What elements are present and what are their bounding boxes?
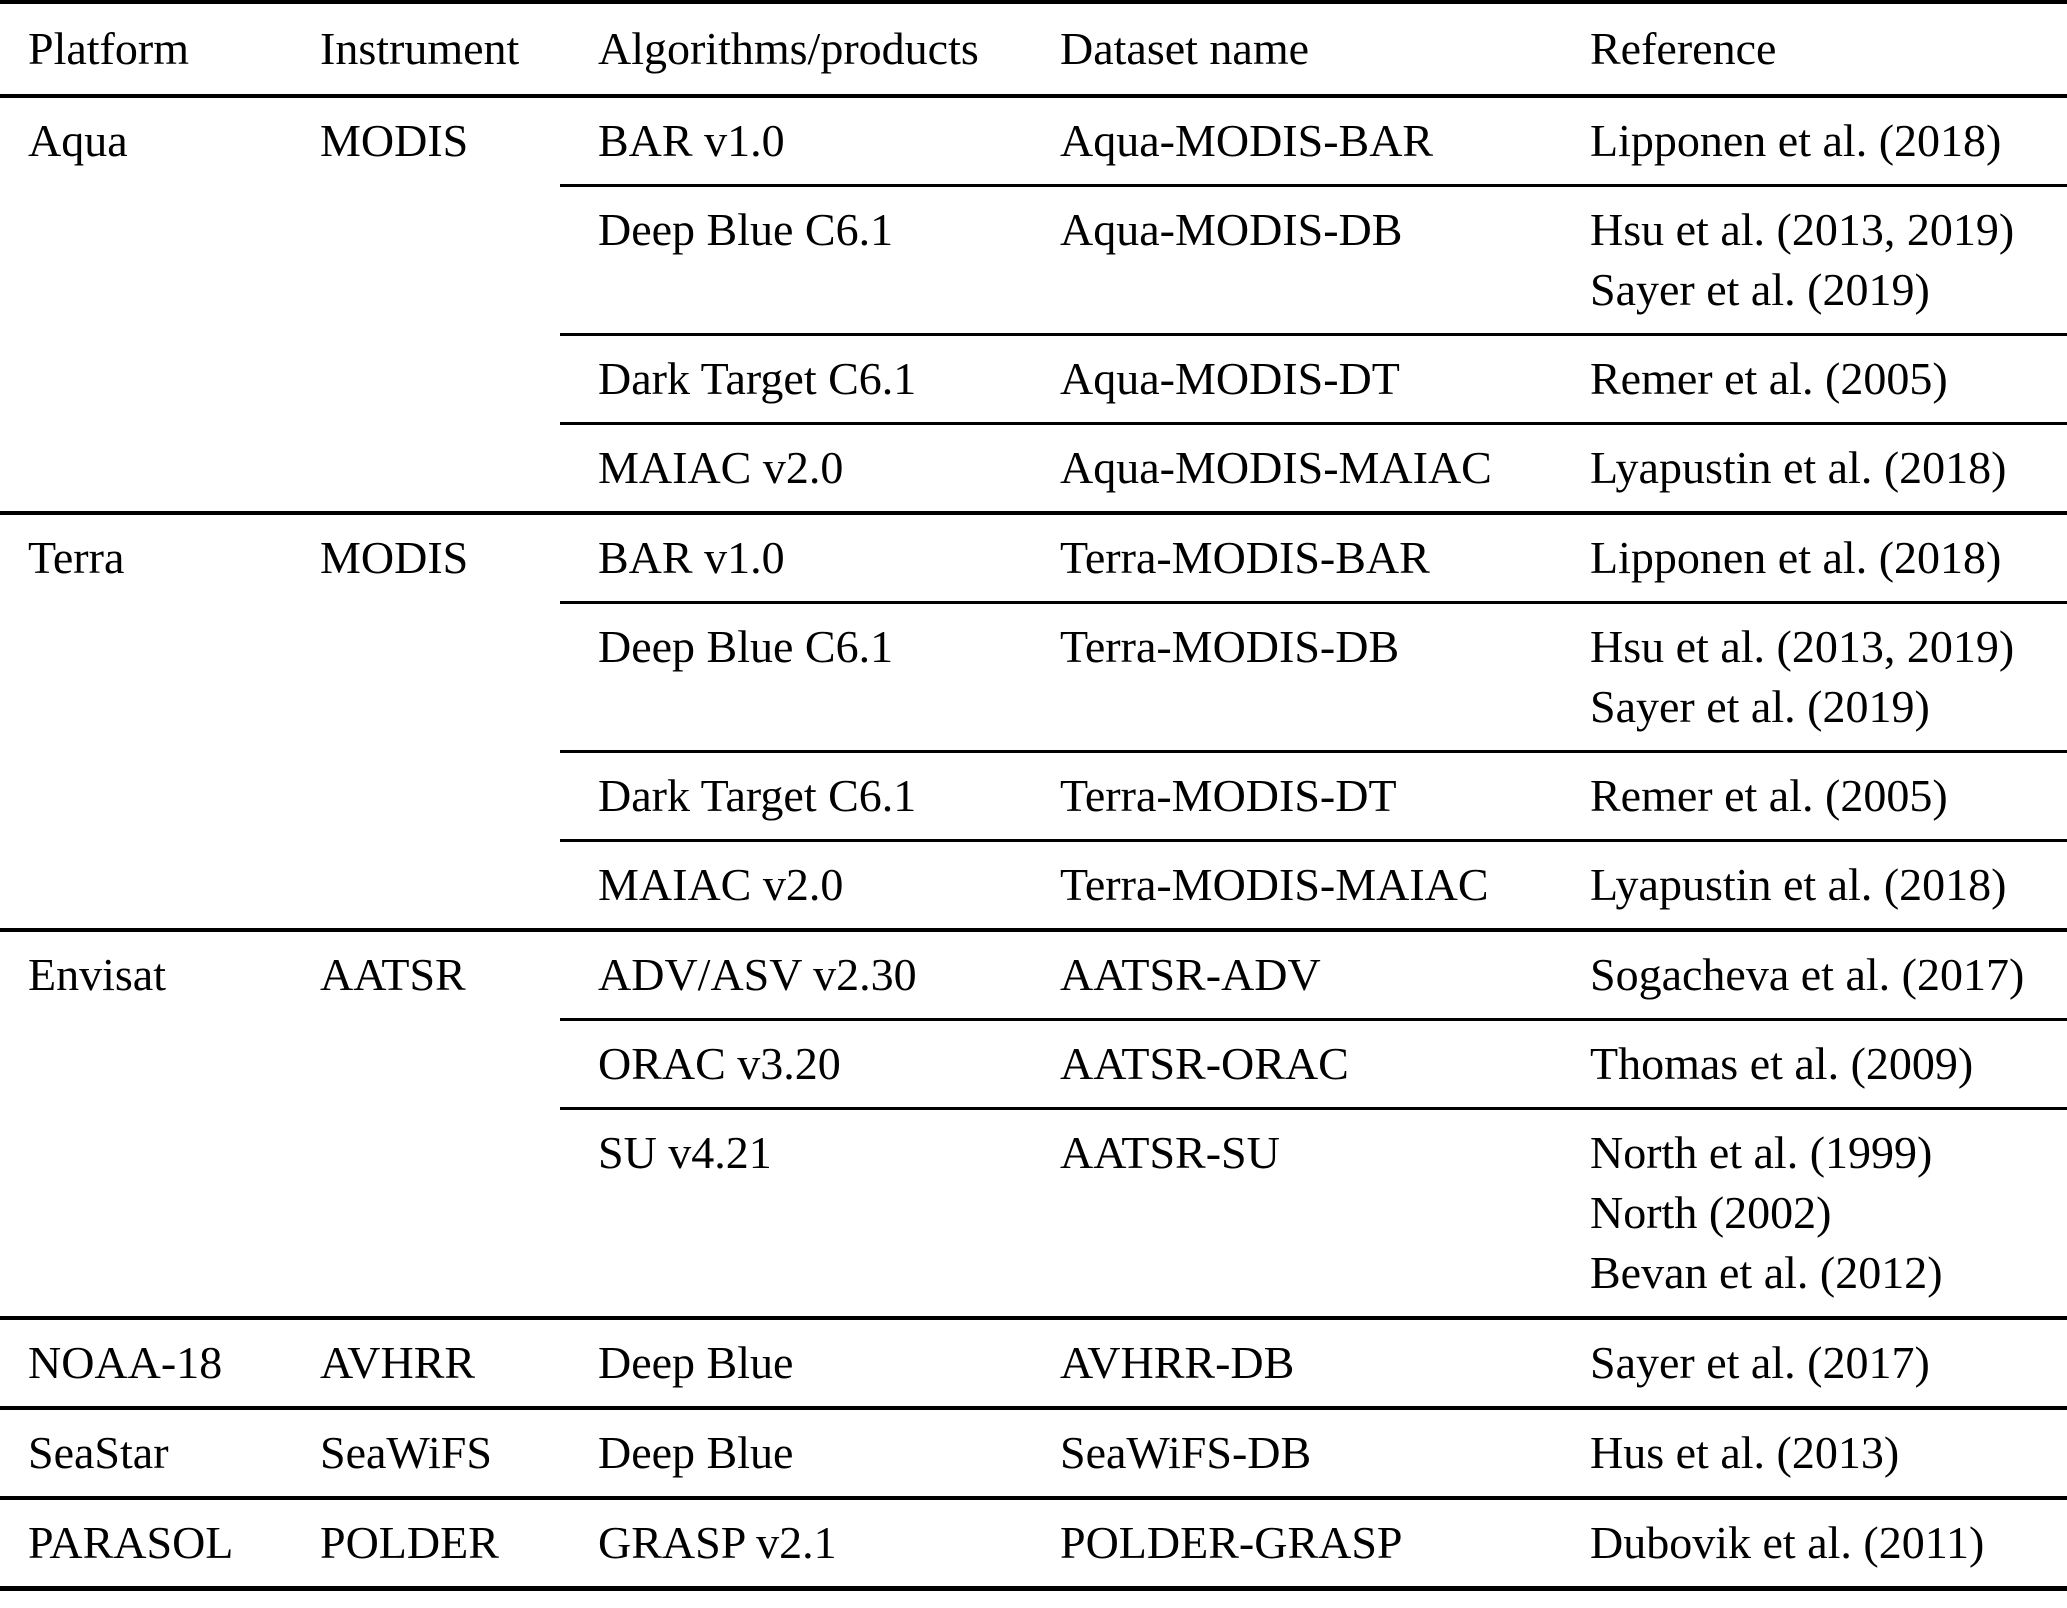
dataset-cell: POLDER-GRASP — [1030, 1498, 1560, 1589]
algorithm-cell: Dark Target C6.1 — [560, 335, 1030, 424]
dataset-cell: Aqua-MODIS-DB — [1030, 186, 1560, 335]
dataset-cell: Terra-MODIS-BAR — [1030, 513, 1560, 603]
reference-line: Hsu et al. (2013, 2019) — [1590, 621, 2015, 672]
platform-cell: SeaStar — [0, 1408, 290, 1498]
dataset-cell: AATSR-SU — [1030, 1109, 1560, 1319]
dataset-cell: Aqua-MODIS-MAIAC — [1030, 424, 1560, 514]
dataset-cell: AATSR-ADV — [1030, 930, 1560, 1020]
algorithm-cell: ORAC v3.20 — [560, 1020, 1030, 1109]
algorithm-cell: Deep Blue C6.1 — [560, 603, 1030, 752]
reference-cell — [1560, 841, 2067, 931]
table-row — [0, 96, 2067, 186]
algorithm-cell: Deep Blue C6.1 — [560, 186, 1030, 335]
reference-line: North (2002) — [1590, 1187, 1832, 1238]
reference-line: Lyapustin et al. (2018) — [1590, 859, 2007, 910]
column-header-platform: Platform — [0, 2, 290, 96]
reference-line: Sayer et al. (2019) — [1590, 681, 1930, 732]
instrument-cell: MODIS — [290, 96, 560, 513]
table-row — [0, 1408, 2067, 1498]
algorithm-cell: MAIAC v2.0 — [560, 424, 1030, 514]
column-header-algorithms: Algorithms/products — [560, 2, 1030, 96]
instrument-cell: SeaWiFS — [290, 1408, 560, 1498]
platform-cell: Terra — [0, 513, 290, 930]
reference-line: Lyapustin et al. (2018) — [1590, 442, 2007, 493]
reference-cell — [1560, 513, 2067, 603]
reference-cell — [1560, 752, 2067, 841]
dataset-cell: Terra-MODIS-DB — [1030, 603, 1560, 752]
table-row — [0, 1318, 2067, 1408]
reference-line: Sayer et al. (2017) — [1590, 1337, 1930, 1388]
reference-line: Hus et al. (2013) — [1590, 1427, 1900, 1478]
platform-cell: NOAA-18 — [0, 1318, 290, 1408]
reference-line: Dubovik et al. (2011) — [1590, 1517, 1985, 1568]
platform-cell: Aqua — [0, 96, 290, 513]
dataset-cell: Aqua-MODIS-DT — [1030, 335, 1560, 424]
dataset-cell: Terra-MODIS-DT — [1030, 752, 1560, 841]
algorithm-cell: BAR v1.0 — [560, 96, 1030, 186]
dataset-cell: AATSR-ORAC — [1030, 1020, 1560, 1109]
reference-line: Lipponen et al. (2018) — [1590, 532, 2002, 583]
table-row — [0, 930, 2067, 1020]
reference-cell — [1560, 186, 2067, 335]
algorithm-cell: ADV/ASV v2.30 — [560, 930, 1030, 1020]
column-header-reference: Reference — [1560, 2, 2067, 96]
dataset-cell: SeaWiFS-DB — [1030, 1408, 1560, 1498]
algorithm-cell: SU v4.21 — [560, 1109, 1030, 1319]
reference-line: Remer et al. (2005) — [1590, 770, 1948, 821]
reference-line: North et al. (1999) — [1590, 1127, 1933, 1178]
reference-cell — [1560, 1498, 2067, 1589]
algorithm-cell: Deep Blue — [560, 1318, 1030, 1408]
algorithm-cell: Dark Target C6.1 — [560, 752, 1030, 841]
reference-line: Remer et al. (2005) — [1590, 353, 1948, 404]
instrument-cell: AATSR — [290, 930, 560, 1318]
table-row — [0, 513, 2067, 603]
dataset-cell: Terra-MODIS-MAIAC — [1030, 841, 1560, 931]
reference-line: Thomas et al. (2009) — [1590, 1038, 1974, 1089]
reference-line: Lipponen et al. (2018) — [1590, 115, 2002, 166]
reference-cell — [1560, 96, 2067, 186]
reference-cell — [1560, 930, 2067, 1020]
reference-cell — [1560, 1020, 2067, 1109]
dataset-cell: AVHRR-DB — [1030, 1318, 1560, 1408]
header-row — [0, 2, 2067, 96]
reference-cell — [1560, 603, 2067, 752]
reference-cell — [1560, 424, 2067, 514]
reference-cell — [1560, 1408, 2067, 1498]
reference-line: Bevan et al. (2012) — [1590, 1247, 1943, 1298]
table-row — [0, 1498, 2067, 1589]
reference-cell — [1560, 1318, 2067, 1408]
platform-cell: PARASOL — [0, 1498, 290, 1589]
reference-line: Sogacheva et al. (2017) — [1590, 949, 2025, 1000]
column-header-instrument: Instrument — [290, 2, 560, 96]
platform-cell: Envisat — [0, 930, 290, 1318]
instrument-cell: AVHRR — [290, 1318, 560, 1408]
instrument-cell: MODIS — [290, 513, 560, 930]
column-header-dataset: Dataset name — [1030, 2, 1560, 96]
algorithm-cell: GRASP v2.1 — [560, 1498, 1030, 1589]
dataset-cell: Aqua-MODIS-BAR — [1030, 96, 1560, 186]
instrument-cell: POLDER — [290, 1498, 560, 1589]
reference-line: Hsu et al. (2013, 2019) — [1590, 204, 2015, 255]
algorithm-cell: MAIAC v2.0 — [560, 841, 1030, 931]
reference-cell — [1560, 1109, 2067, 1319]
reference-line: Sayer et al. (2019) — [1590, 264, 1930, 315]
algorithm-cell: BAR v1.0 — [560, 513, 1030, 603]
algorithm-cell: Deep Blue — [560, 1408, 1030, 1498]
reference-cell — [1560, 335, 2067, 424]
